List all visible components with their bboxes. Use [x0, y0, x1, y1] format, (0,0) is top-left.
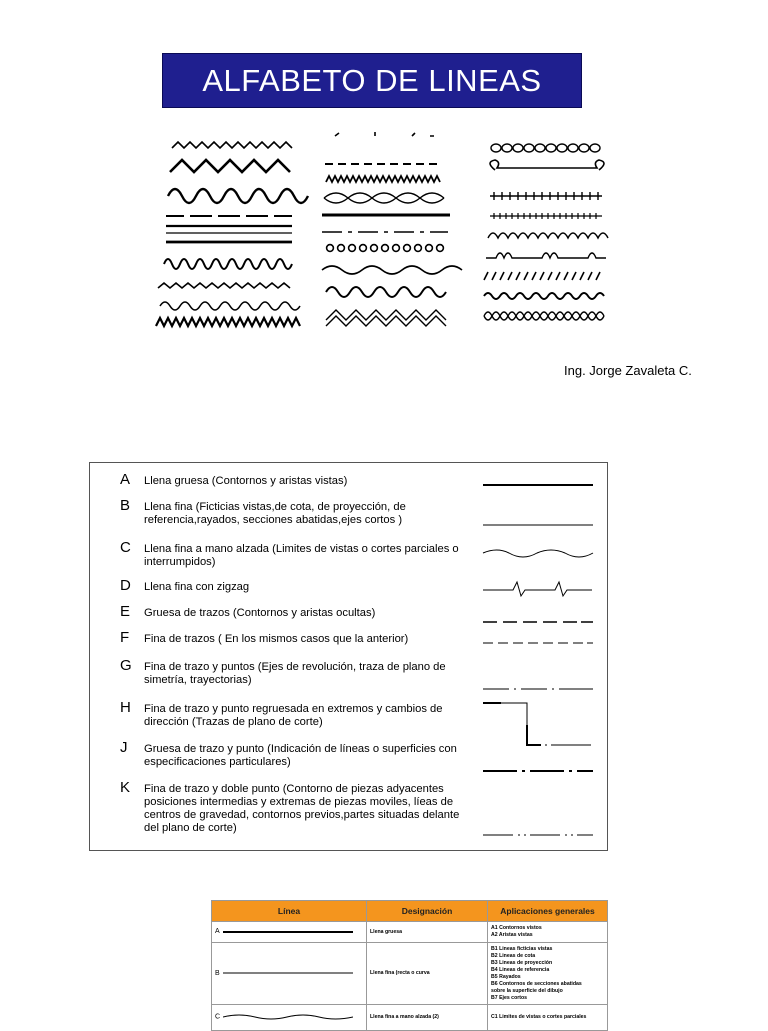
table-cell-applications: B1 Lineas ficticias vistas B2 Lineas de cota B3 Lineas de proyección B4 Lineas de referencia B5 Rayados B6 Contornos de secciones abatidas sobre la superficie del dibujo B7 Ejes cortos — [488, 943, 608, 1005]
line-samples-illustration — [150, 128, 620, 338]
legend-letter: F — [120, 629, 130, 646]
table-cell-line — [212, 922, 367, 943]
page-title-text: ALFABETO DE LINEAS — [202, 62, 542, 98]
table-header-aplicaciones: Aplicaciones generales — [488, 901, 608, 922]
legend-description: Fina de trazo y doble punto (Contorno de piezas adyacentes posiciones intermedias y extremas de piezas moviles, líeas de centros de gravedad, contornos previos,partes situadas delante del plano de corte) — [144, 783, 460, 834]
line-sample-h — [483, 703, 591, 745]
table-cell-applications: A1 Contornos vistos A2 Aristas vistas — [488, 922, 608, 943]
table-header-designacion: Designación — [367, 901, 488, 922]
table-line-c — [223, 1013, 353, 1021]
table-cell-applications: C1 Limites de vistas o cortes parciales — [488, 1005, 608, 1031]
legend-letter: J — [120, 739, 128, 756]
table-line-b — [223, 970, 353, 976]
legend-description: Llena gruesa (Contornos y aristas vistas) — [144, 475, 348, 487]
line-designation-table — [211, 900, 608, 1031]
legend-description: Gruesa de trazos (Contornos y aristas ocultas) — [144, 607, 376, 619]
table-cell-line — [212, 1005, 367, 1031]
legend-letter: D — [120, 577, 131, 594]
line-sample-c — [483, 550, 593, 557]
row-letter: B — [215, 969, 220, 977]
legend-letter: B — [120, 497, 131, 514]
line-legend-panel — [89, 462, 608, 851]
legend-description: Llena fina con zigzag — [144, 581, 250, 593]
table-cell-designation: Llena gruesa — [367, 922, 488, 943]
legend-letter: H — [120, 699, 131, 716]
table-header-linea: Línea — [212, 901, 367, 922]
legend-description: Fina de trazos ( En los mismos casos que la anterior) — [144, 633, 409, 645]
legend-letter: G — [120, 657, 132, 674]
table-row — [212, 922, 608, 943]
table-cell-line — [212, 943, 367, 1005]
line-sample-d — [483, 582, 592, 596]
table-row — [212, 1005, 608, 1031]
legend-description: Fina de trazo y puntos (Ejes de revolución, traza de plano de simetría, trayectorias) — [144, 661, 446, 686]
row-letter: A — [215, 928, 220, 935]
legend-letter: E — [120, 603, 131, 620]
legend-description: Fina de trazo y punto regruesada en extremos y cambios de dirección (Trazas de plano de corte) — [144, 703, 443, 728]
table-line-a — [223, 929, 353, 935]
row-letter: C — [215, 1013, 221, 1021]
legend-description: Llena fina a mano alzada (Limites de vistas o cortes parciales o interrumpidos) — [144, 543, 459, 568]
legend-description: Gruesa de trazo y punto (Indicación de líneas o superficies con especificaciones particulares) — [144, 743, 457, 768]
legend-letter: K — [120, 779, 131, 796]
author-credit: Ing. Jorge Zavaleta C. — [564, 363, 692, 378]
table-cell-designation: Llena fina a mano alzada (2) — [367, 1005, 488, 1031]
page-title — [162, 53, 582, 108]
legend-line-samples — [90, 463, 609, 852]
legend-letter: C — [120, 539, 131, 556]
table-header-row — [212, 901, 608, 922]
legend-letter: A — [120, 471, 131, 488]
line-sample-h-thick — [483, 703, 541, 745]
table-row — [212, 943, 608, 1005]
table-cell-designation: Llena fina (recta o curva — [367, 943, 488, 1005]
legend-description: Llena fina (Ficticias vistas,de cota, de proyección, de referencia,rayados, secciones abatidas,ejes cortos ) — [144, 501, 406, 526]
